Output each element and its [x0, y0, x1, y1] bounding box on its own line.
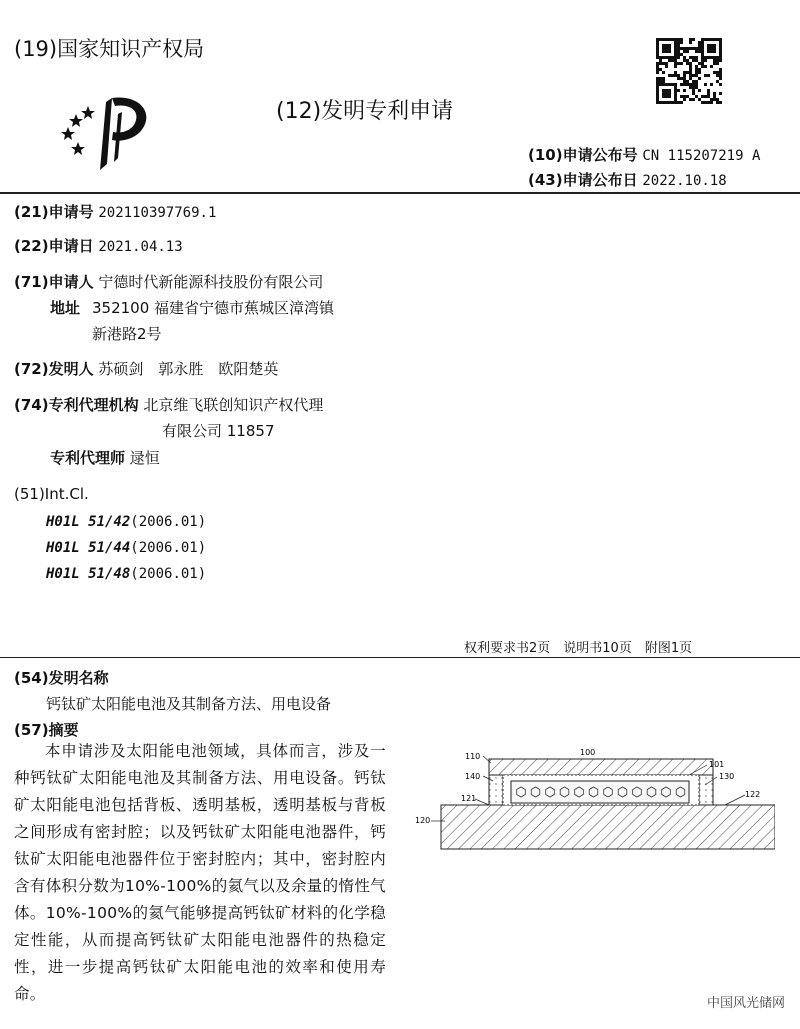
- application-number-label: (21)申请号: [14, 203, 94, 221]
- ipc-date: (2006.01): [130, 566, 207, 582]
- publication-number-row: [528, 145, 760, 166]
- filing-date: 2021.04.13: [98, 239, 183, 255]
- agency-line2: 有限公司 11857: [162, 422, 275, 440]
- divider-middle: [0, 657, 800, 658]
- transparent-substrate: [489, 759, 713, 775]
- applicant-label: (71)申请人: [14, 273, 94, 291]
- agency-label: (74)专利代理机构: [14, 396, 139, 414]
- agent-label: 专利代理师: [50, 449, 126, 467]
- ipc-date: (2006.01): [130, 514, 207, 530]
- inventors-label: (72)发明人: [14, 360, 94, 378]
- figure-label: 101: [709, 760, 725, 769]
- publication-number-label: (10)申请公布号: [528, 146, 638, 164]
- ipc-code: H01L 51/44: [46, 540, 131, 556]
- ipc-entry: [46, 511, 206, 532]
- agent-row: [50, 448, 160, 468]
- inventors: 苏硕剑 郭永胜 欧阳楚英: [98, 360, 279, 378]
- figure-label: 120: [415, 816, 431, 825]
- application-number-row: [14, 202, 216, 223]
- publication-date-label: (43)申请公布日: [528, 171, 638, 189]
- seal-right: [699, 775, 713, 805]
- divider-top: [0, 192, 800, 194]
- ipc-entry: [46, 563, 206, 584]
- agent: 逯恒: [129, 449, 160, 467]
- document-type: (12)发明专利申请: [276, 99, 454, 124]
- publication-number: CN 115207219 A: [642, 148, 761, 164]
- figure-label: 100: [580, 748, 596, 757]
- seal-left: [489, 775, 503, 805]
- figure-label: 130: [719, 772, 735, 781]
- abstract-text: 本申请涉及太阳能电池领域，具体而言，涉及一种钙钛矿太阳能电池及其制备方法、用电设备。钙钛矿太阳能电池包括背板、透明基板，透明基板与背板之间形成有密封腔；以及钙钛矿太阳能电池器件，钙钛矿太阳能电池器件位于密封腔内；其中，密封腔内含有体积分数为10%-100%的氦气以及余量的惰性气体。10%-100%的氦气能够提高钙钛矿材料的化学稳定性能，从而提高钙钛矿太阳能电池器件的热稳定性，进一步提高钙钛矿太阳能电池的效率和使用寿命。: [14, 742, 386, 1003]
- watermark: 中国风光储网: [707, 996, 786, 1011]
- office-name: (19)国家知识产权局: [14, 37, 205, 61]
- inventors-row: [14, 359, 278, 379]
- ipc-code: H01L 51/42: [46, 514, 131, 530]
- device-figure: [415, 745, 775, 855]
- address-line1: 352100 福建省宁德市蕉城区漳湾镇: [92, 299, 335, 317]
- page-counts: 权利要求书2页 说明书10页 附图1页: [464, 641, 693, 656]
- invention-title: 钙钛矿太阳能电池及其制备方法、用电设备: [46, 695, 332, 713]
- publication-date-row: [528, 170, 727, 191]
- ipc-label: (51)Int.Cl.: [14, 485, 89, 503]
- agency-line1: 北京维飞联创知识产权代理: [143, 396, 324, 414]
- filing-date-label: (22)申请日: [14, 237, 94, 255]
- filing-date-row: [14, 236, 183, 257]
- abstract-label: (57)摘要: [14, 721, 79, 739]
- ipc-entry: [46, 537, 206, 558]
- cnipa-logo-icon: [60, 92, 170, 172]
- figure-label: 121: [461, 794, 477, 803]
- address-label: 地址: [50, 299, 81, 317]
- figure-label: 110: [465, 752, 481, 761]
- applicant-row: [14, 272, 323, 292]
- application-number: 202110397769.1: [98, 205, 217, 221]
- title-label: (54)发明名称: [14, 669, 109, 687]
- ipc-code: H01L 51/48: [46, 566, 131, 582]
- applicant: 宁德时代新能源科技股份有限公司: [98, 273, 324, 291]
- figure-label: 122: [745, 790, 761, 799]
- address-line2: 新港路2号: [92, 325, 162, 343]
- figure-label: 140: [465, 772, 481, 781]
- backplate: [441, 805, 775, 849]
- qr-code-icon[interactable]: [656, 38, 722, 104]
- publication-date: 2022.10.18: [642, 173, 727, 189]
- perovskite-device: [511, 781, 689, 803]
- agency-row: [14, 395, 323, 415]
- ipc-date: (2006.01): [130, 540, 207, 556]
